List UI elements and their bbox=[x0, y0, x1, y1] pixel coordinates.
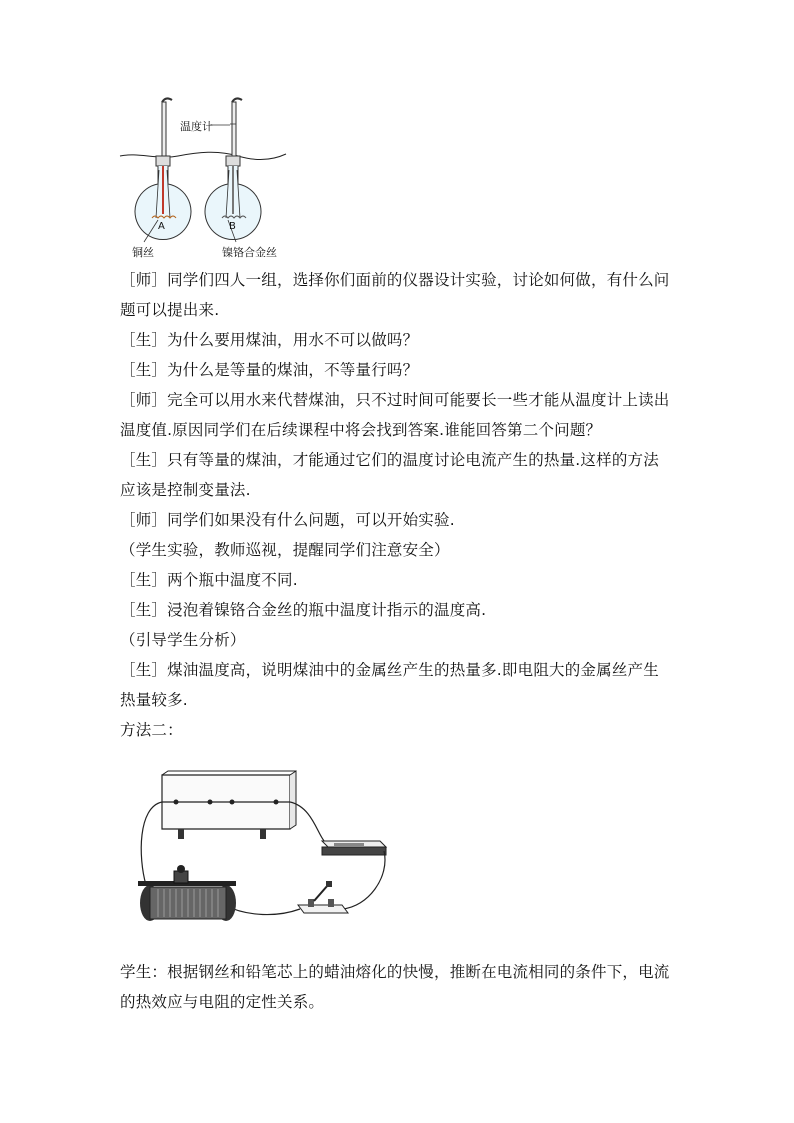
dialogue-text bbox=[120, 265, 680, 745]
student-conclusion bbox=[120, 957, 680, 1017]
paragraph-line: 温度值.原因同学们在后续课程中将会找到答案.谁能回答第二个问题？ bbox=[120, 421, 602, 439]
paragraph-line: ［师］完全可以用水来代替煤油，只不过时间可能要长一些才能从温度计上读出 bbox=[120, 391, 670, 409]
paragraph-line: ［生］煤油温度高，说明煤油中的金属丝产生的热量多.即电阻大的金属丝产生 bbox=[120, 661, 659, 679]
paragraph-line: ［生］只有等量的煤油，才能通过它们的温度讨论电流产生的热量.这样的方法 bbox=[120, 451, 659, 469]
nichrome-wire-label: 镍铬合金丝 bbox=[222, 246, 277, 259]
paragraph-line: ［生］浸泡着镍铬合金丝的瓶中温度计指示的温度高. bbox=[120, 601, 487, 619]
paragraph-line: 学生：根据钢丝和铅笔芯上的蜡油熔化的快慢，推断在电流相同的条件下，电流 bbox=[120, 963, 670, 981]
circuit-figure bbox=[128, 767, 393, 927]
paragraph-line: 应该是控制变量法. bbox=[120, 481, 251, 499]
thermometer-label: 温度计 bbox=[180, 120, 213, 133]
circuit-diagram bbox=[128, 767, 393, 927]
paragraph-line: （引导学生分析） bbox=[120, 631, 246, 649]
flask-b-letter: B bbox=[229, 221, 236, 232]
paragraph-line: ［师］同学们四人一组，选择你们面前的仪器设计实验，讨论如何做，有什么问 bbox=[120, 271, 670, 289]
paragraph-line: ［生］为什么要用煤油，用水不可以做吗？ bbox=[120, 331, 419, 349]
paragraph-line: 热量较多. bbox=[120, 691, 188, 709]
copper-wire-label: 铜丝 bbox=[132, 246, 154, 259]
paragraph-line: 的热效应与电阻的定性关系。 bbox=[120, 993, 325, 1011]
paragraph-line: ［生］为什么是等量的煤油，不等量行吗？ bbox=[120, 361, 419, 379]
flask-thermometer-figure bbox=[118, 92, 288, 262]
paragraph-line: （学生实验，教师巡视，提醒同学们注意安全） bbox=[120, 541, 450, 559]
paragraph-line: 题可以提出来. bbox=[120, 301, 220, 319]
paragraph-line: ［师］同学们如果没有什么问题，可以开始实验. bbox=[120, 511, 455, 529]
paragraph-line: 方法二： bbox=[120, 721, 183, 739]
flask-a-letter: A bbox=[158, 221, 165, 232]
paragraph-line: ［生］两个瓶中温度不同. bbox=[120, 571, 298, 589]
